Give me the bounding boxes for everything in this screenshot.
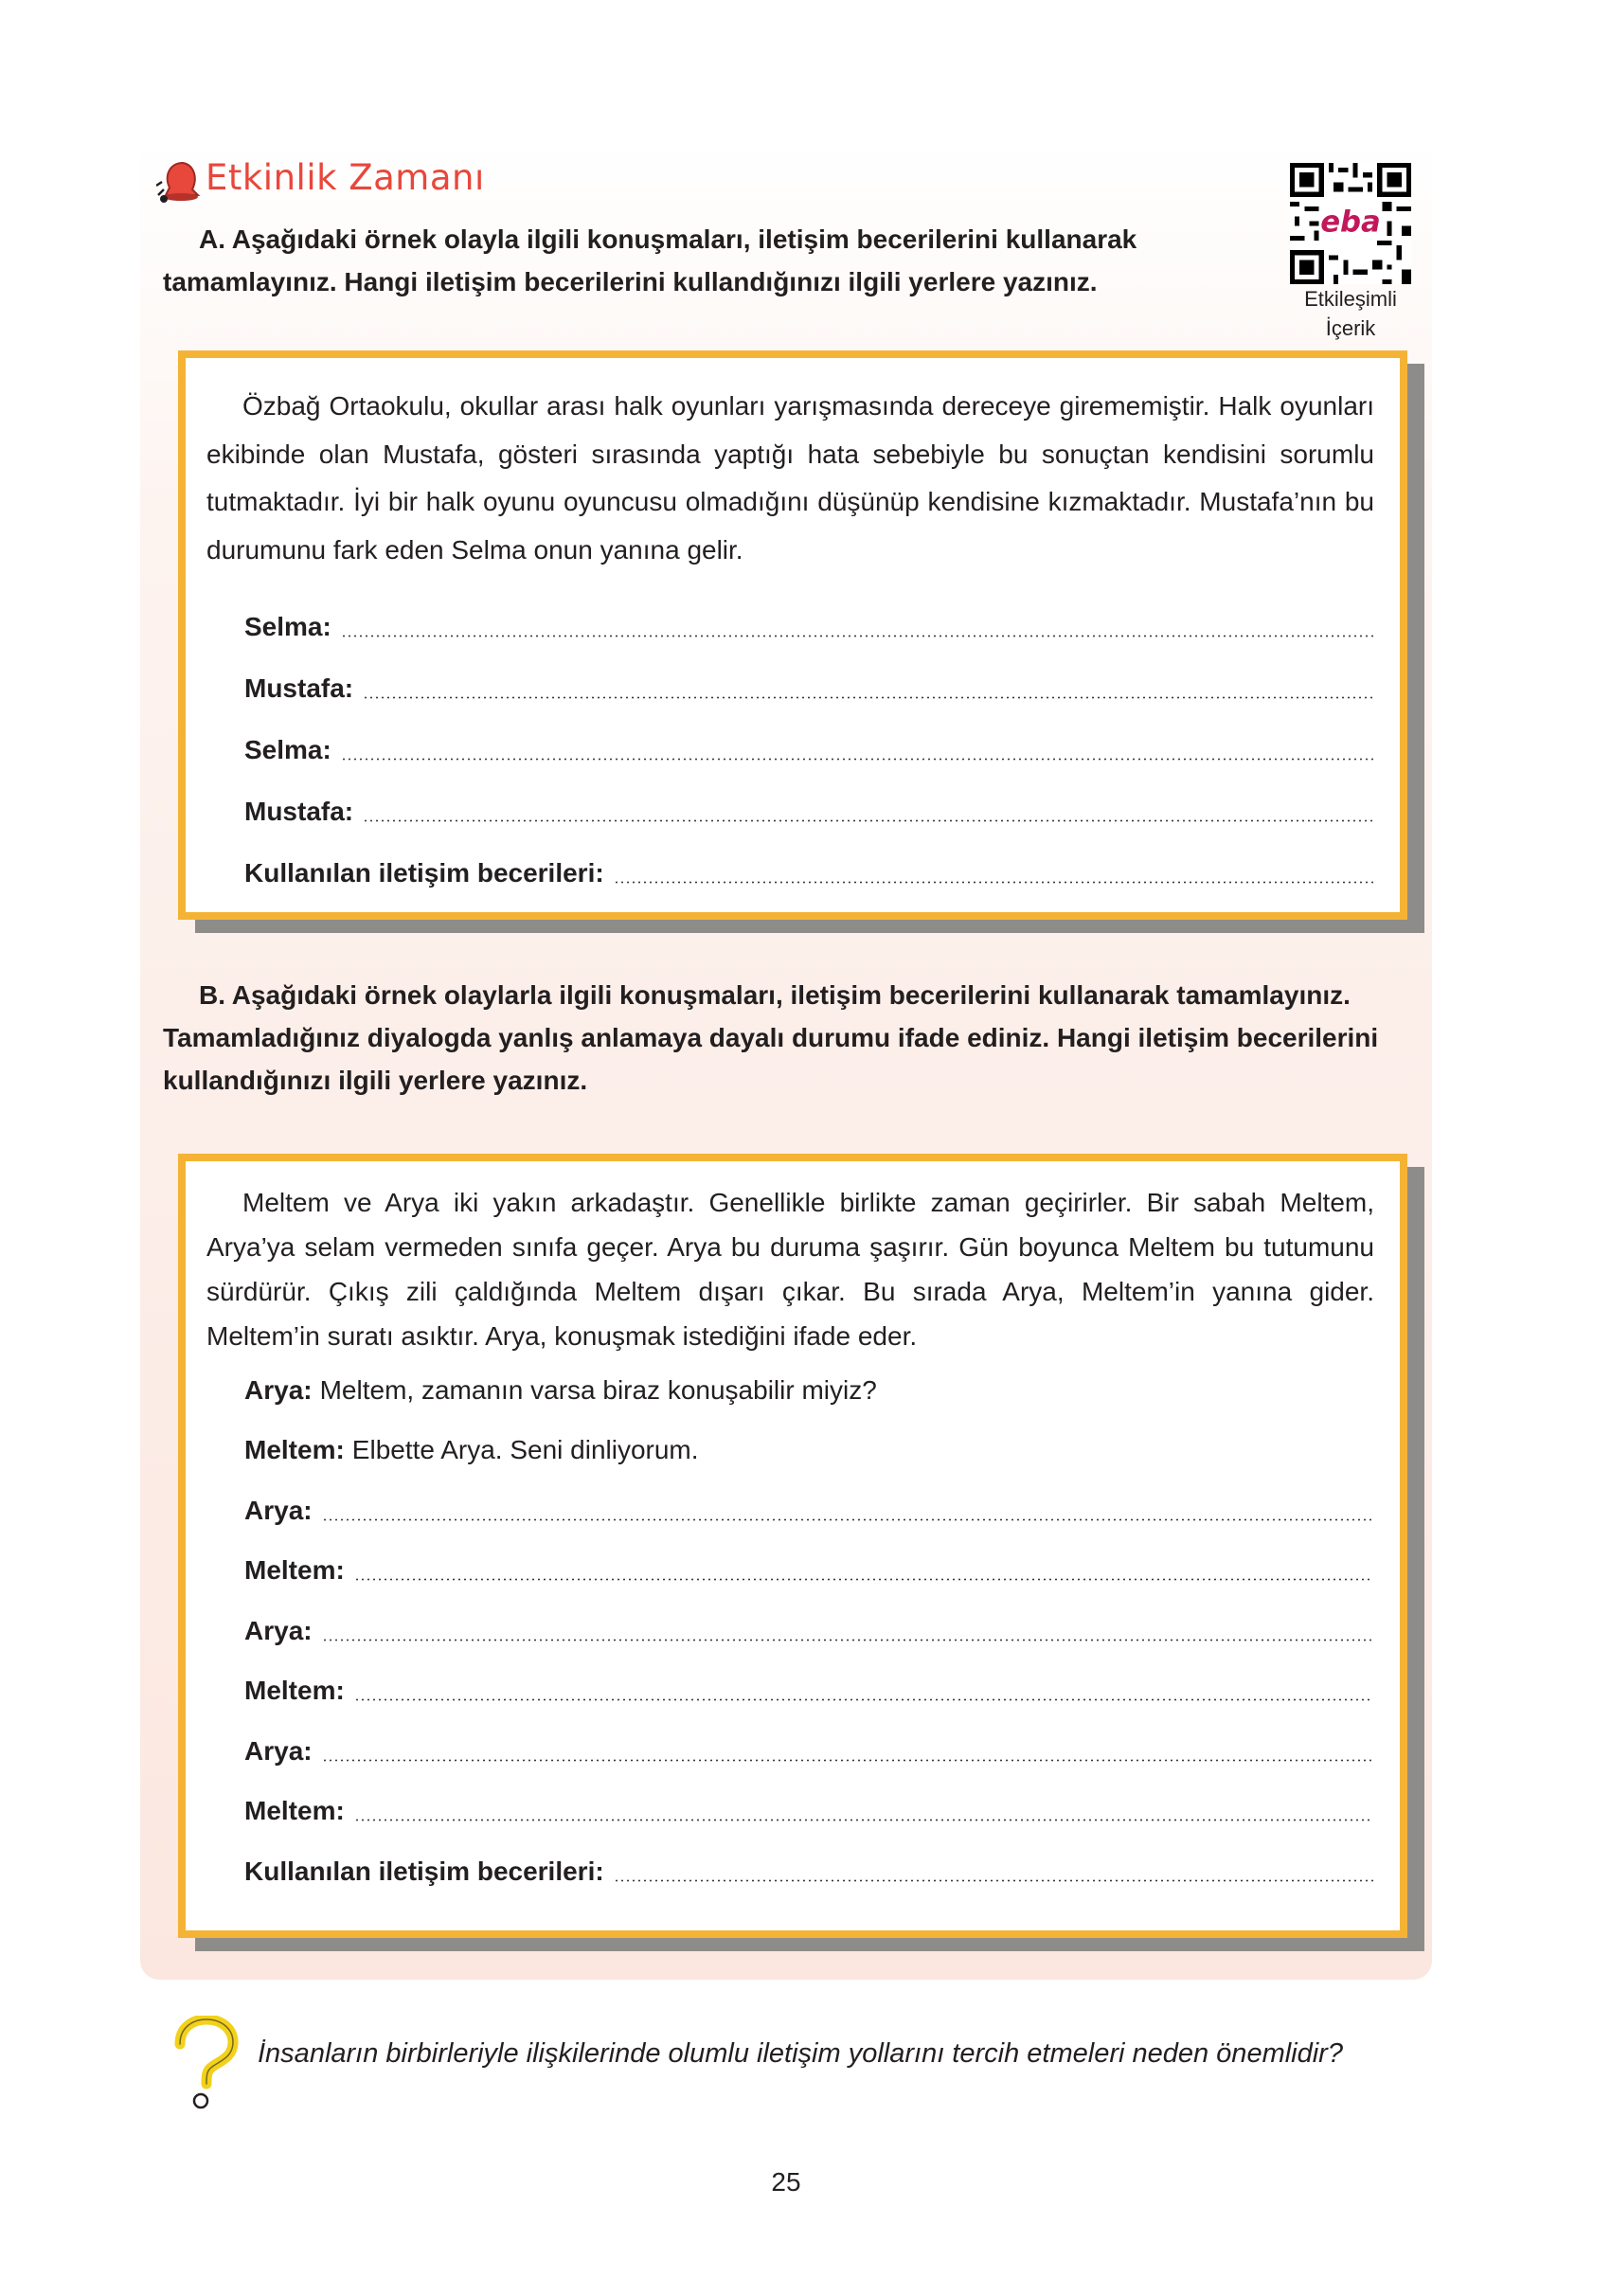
dialogue-line[interactable]: Meltem:	[244, 1792, 1373, 1830]
answer-blank[interactable]	[322, 1759, 1373, 1762]
instruction-a: A. Aşağıdaki örnek olayla ilgili konuşmaları, iletişim becerilerini kullanarak tamamlayınız. Hangi iletişim becerilerini kullandığınızı ilgili yerlere yazınız.	[163, 224, 1137, 296]
dialogue-line: Arya: Meltem, zamanın varsa biraz konuşabilir miyiz?	[244, 1375, 877, 1405]
answer-blank[interactable]	[354, 1578, 1373, 1581]
instruction-b: B. Aşağıdaki örnek olaylarla ilgili konuşmaları, iletişim becerilerini kullanarak tamamlayınız. Tamamladığınız diyalogda yanlış anlamaya dayalı durumu ifade ediniz. Hangi iletişim becerilerini kullandığınızı ilgili yerlere yazınız.	[163, 980, 1379, 1095]
dialogue-line[interactable]: Meltem:	[244, 1672, 1373, 1710]
qr-logo-text: eba	[1320, 205, 1381, 240]
answer-blank[interactable]	[341, 635, 1373, 637]
dialogue-line[interactable]: Selma:	[244, 608, 1373, 646]
question-mark-icon	[170, 2016, 239, 2112]
activity-title: Etkinlik Zamanı	[206, 157, 485, 198]
skills-line[interactable]: Kullanılan iletişim becerileri:	[244, 1853, 1373, 1891]
page-number: 25	[771, 2167, 801, 2197]
dialogue-line[interactable]: Arya:	[244, 1612, 1373, 1650]
activity-box-b	[178, 1154, 1407, 1938]
answer-blank[interactable]	[341, 758, 1373, 761]
answer-blank[interactable]	[614, 1879, 1373, 1882]
dialogue-line[interactable]: Arya:	[244, 1732, 1373, 1770]
reflection-question: İnsanların birbirleriyle ilişkilerinde olumlu iletişim yollarını tercih etmeleri neden önemlidir?	[258, 2038, 1343, 2069]
answer-blank[interactable]	[354, 1819, 1373, 1821]
story-b: Meltem ve Arya iki yakın arkadaştır. Genellikle birlikte zaman geçirirler. Bir sabah Meltem, Arya’ya selam vermeden sınıfa geçer. Arya bu duruma şaşırır. Gün boyunca Meltem bu tutumunu sürdürür. Çıkış zili çaldığında Meltem dışarı çıkar. Bu sırada Arya, Meltem’in yanına gider. Meltem’in suratı asıktır. Arya, konuşmak istediğini ifade eder.	[206, 1188, 1374, 1351]
bell-icon	[156, 157, 200, 203]
answer-blank[interactable]	[363, 696, 1373, 699]
answer-blank[interactable]	[322, 1639, 1373, 1641]
answer-blank[interactable]	[354, 1698, 1373, 1701]
dialogue-line: Meltem: Elbette Arya. Seni dinliyorum.	[244, 1435, 699, 1464]
skills-line[interactable]: Kullanılan iletişim becerileri:	[244, 854, 1373, 892]
dialogue-line[interactable]: Mustafa:	[244, 793, 1373, 831]
dialogue-line[interactable]: Mustafa:	[244, 670, 1373, 708]
qr-label: Etkileşimli İçerik	[1304, 287, 1397, 340]
dialogue-line[interactable]: Selma:	[244, 731, 1373, 769]
answer-blank[interactable]	[322, 1518, 1373, 1521]
dialogue-line[interactable]: Meltem:	[244, 1552, 1373, 1589]
qr-code-icon[interactable]	[1290, 163, 1411, 284]
answer-blank[interactable]	[363, 819, 1373, 822]
answer-blank[interactable]	[614, 881, 1373, 884]
activity-box-a	[178, 350, 1407, 920]
dialogue-line[interactable]: Arya:	[244, 1492, 1373, 1530]
story-a: Özbağ Ortaokulu, okullar arası halk oyunları yarışmasında dereceye girememiştir. Halk oyunları ekibinde olan Mustafa, gösteri sırasında yaptığı hata sebebiyle bu sonuçtan kendisini sorumlu tutmaktadır. İyi bir halk oyunu oyuncusu olmadığını düşünüp kendisine kızmaktadır. Mustafa’nın bu durumunu fark eden Selma onun yanına gelir.	[206, 391, 1374, 565]
